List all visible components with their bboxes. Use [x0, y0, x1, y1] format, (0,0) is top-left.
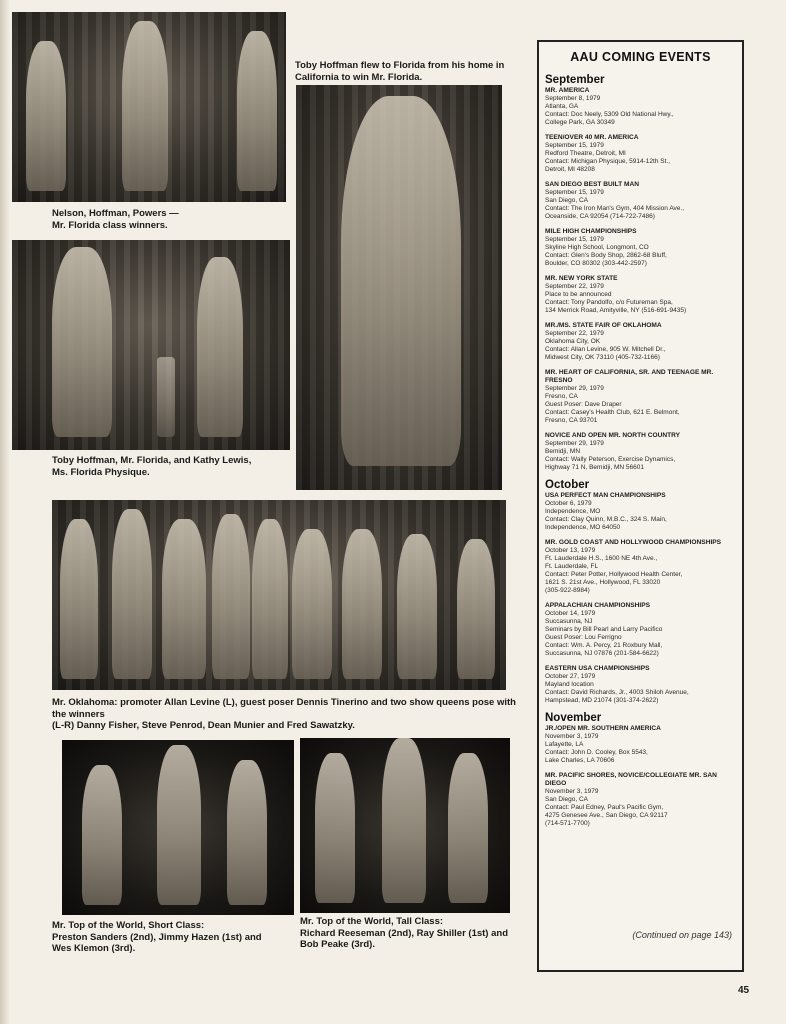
- event-name: NOVICE AND OPEN MR. NORTH COUNTRY: [545, 432, 681, 439]
- event-detail-line: September 15, 1979: [545, 236, 604, 243]
- event-detail-line: Independence, MO: [545, 508, 601, 515]
- event-detail-line: Contact: Allan Levine, 905 W. Mitchell Dr.,: [545, 346, 666, 353]
- event-detail-line: Redford Theatre, Detroit, MI: [545, 150, 626, 157]
- event-name: MR. NEW YORK STATE: [545, 275, 618, 282]
- event-item: [545, 228, 736, 268]
- event-detail-line: Contact: Peter Potter, Hollywood Health Center,: [545, 571, 683, 578]
- event-detail-line: (305-922-8984): [545, 587, 590, 594]
- event-detail-line: September 15, 1979: [545, 189, 604, 196]
- event-detail-line: Oklahoma City, OK: [545, 338, 601, 345]
- event-item: [545, 87, 736, 127]
- event-detail-line: Fresno, CA: [545, 393, 578, 400]
- event-detail-line: Contact: Wally Peterson, Exercise Dynamics,: [545, 456, 676, 463]
- caption-mr-oklahoma: Mr. Oklahoma: promoter Allan Levine (L), guest poser Dennis Tinerino and two show queens pose with the winners (L-R) Danny Fisher, Steve Penrod, Dean Munier and Fred Sawatzky.: [52, 697, 516, 731]
- event-detail-line: September 8, 1979: [545, 95, 601, 102]
- event-detail-line: October 13, 1979: [545, 547, 596, 554]
- month-heading: September: [545, 74, 605, 86]
- event-detail-line: September 29, 1979: [545, 385, 604, 392]
- photo-florida-class-winners: [12, 12, 286, 202]
- caption-tall-class: Mr. Top of the World, Tall Class: Richard Reeseman (2nd), Ray Shiller (1st) and Bob Peake (3rd).: [300, 916, 509, 950]
- event-detail-line: Contact: Glen's Body Shop, 2862-68 Bluff,: [545, 252, 667, 259]
- event-detail-line: 4275 Genesee Ave., San Diego, CA 92117: [545, 812, 668, 819]
- event-detail-line: Lafayette, LA: [545, 741, 584, 748]
- event-detail-line: Ft. Lauderdale, FL: [545, 563, 599, 570]
- event-detail-line: Hampstead, MD 21074 (301-374-2622): [545, 697, 659, 704]
- event-detail-line: October 14, 1979: [545, 610, 596, 617]
- page-binding-shadow: [0, 0, 10, 1024]
- event-detail-line: September 22, 1979: [545, 283, 604, 290]
- event-name: MR. GOLD COAST AND HOLLYWOOD CHAMPIONSHIPS: [545, 539, 722, 546]
- event-detail-line: Boulder, CO 80302 (303-442-2597): [545, 260, 647, 267]
- event-detail-line: Oceanside, CA 92054 (714-722-7486): [545, 213, 655, 220]
- event-name: MILE HIGH CHAMPIONSHIPS: [545, 228, 637, 235]
- event-item: [545, 602, 736, 658]
- event-item: [545, 492, 736, 532]
- event-name: JR./OPEN MR. SOUTHERN AMERICA: [545, 725, 661, 732]
- event-detail-line: Guest Poser: Dave Draper: [545, 401, 622, 408]
- event-detail-line: Skyline High School, Longmont, CO: [545, 244, 649, 251]
- event-detail-line: Place to be announced: [545, 291, 612, 298]
- event-detail-line: Detroit, MI 48208: [545, 166, 595, 173]
- event-detail-line: Contact: Paul Edney, Paul's Pacific Gym,: [545, 804, 664, 811]
- event-detail-line: San Diego, CA: [545, 796, 588, 803]
- event-detail-line: Mayland location: [545, 681, 594, 688]
- event-name: MR. AMERICA: [545, 87, 590, 94]
- photo-top-of-world-short-class: [62, 740, 294, 915]
- event-detail-line: Lake Charles, LA 70606: [545, 757, 615, 764]
- event-detail-line: Contact: Wm. A. Percy, 21 Roxbury Mall,: [545, 642, 663, 649]
- continued-note: (Continued on page 143): [632, 930, 732, 940]
- event-detail-line: 134 Merrick Road, Amityville, NY (516-691-9435): [545, 307, 687, 314]
- month-heading: October: [545, 479, 590, 491]
- page-number: 45: [738, 985, 750, 996]
- event-item: [545, 539, 736, 595]
- event-detail-line: Contact: Tony Pandolfo, c/o Futureman Spa,: [545, 299, 673, 306]
- event-item: [545, 275, 736, 315]
- event-name: EASTERN USA CHAMPIONSHIPS: [545, 665, 650, 672]
- event-detail-line: Guest Poser: Lou Ferrigno: [545, 634, 622, 641]
- caption-hoffman-and-lewis: Toby Hoffman, Mr. Florida, and Kathy Lewis, Ms. Florida Physique.: [52, 455, 252, 478]
- event-detail-line: Contact: Clay Quinn, M.B.C., 324 S. Main,: [545, 516, 667, 523]
- event-name: MR. HEART OF CALIFORNIA, SR. AND TEENAGE MR. FRESNO: [545, 369, 714, 384]
- photo-toby-hoffman-pose: [296, 85, 502, 490]
- event-detail-line: September 22, 1979: [545, 330, 604, 337]
- event-detail-line: Independence, MO 64050: [545, 524, 621, 531]
- event-detail-line: October 6, 1979: [545, 500, 592, 507]
- event-item: [545, 134, 736, 174]
- event-detail-line: Highway 71 N, Bemidji, MN 56601: [545, 464, 644, 471]
- photo-top-of-world-tall-class: [300, 738, 510, 913]
- event-name: USA PERFECT MAN CHAMPIONSHIPS: [545, 492, 666, 499]
- event-detail-line: Ft. Lauderdale H.S., 1600 NE 4th Ave.,: [545, 555, 658, 562]
- event-item: [545, 772, 736, 828]
- event-detail-line: San Diego, CA: [545, 197, 588, 204]
- event-name: MR./MS. STATE FAIR OF OKLAHOMA: [545, 322, 662, 329]
- event-detail-line: Contact: Doc Neely, 5309 Old National Hwy.,: [545, 111, 674, 118]
- event-detail-line: Contact: David Richards, Jr., 4003 Shiloh Avenue,: [545, 689, 689, 696]
- event-detail-line: Succasunna, NJ 07876 (201-584-6622): [545, 650, 659, 657]
- events-title: AAU COMING EVENTS: [570, 50, 711, 64]
- events-list: [545, 74, 736, 828]
- photo-mr-oklahoma-group: [52, 500, 506, 690]
- event-item: [545, 725, 736, 765]
- event-name: SAN DIEGO BEST BUILT MAN: [545, 181, 640, 188]
- event-detail-line: 1621 S. 21st Ave., Hollywood, FL 33020: [545, 579, 661, 586]
- event-detail-line: Contact: Michigan Physique, 5914-12th St.,: [545, 158, 671, 165]
- event-detail-line: September 29, 1979: [545, 440, 604, 447]
- event-item: [545, 665, 736, 705]
- event-name: MR. PACIFIC SHORES, NOVICE/COLLEGIATE MR. SAN DIEGO: [545, 772, 717, 787]
- event-detail-line: Midwest City, OK 73110 (405-732-1166): [545, 354, 660, 361]
- caption-short-class: Mr. Top of the World, Short Class: Preston Sanders (2nd), Jimmy Hazen (1st) and Wes Klemon (3rd).: [52, 920, 262, 954]
- event-detail-line: September 15, 1979: [545, 142, 604, 149]
- event-detail-line: Contact: Casey's Health Club, 621 E. Belmont,: [545, 409, 680, 416]
- event-detail-line: Contact: John D. Cooley, Box 5543,: [545, 749, 648, 756]
- event-item: [545, 322, 736, 362]
- event-detail-line: Atlanta, GA: [545, 103, 579, 110]
- month-heading: November: [545, 712, 602, 724]
- event-detail-line: Contact: The Iron Man's Gym, 404 Mission Ave.,: [545, 205, 685, 212]
- event-detail-line: November 3, 1979: [545, 733, 599, 740]
- event-detail-line: Seminars by Bill Pearl and Larry Pacifico: [545, 626, 663, 633]
- event-detail-line: Succasunna, NJ: [545, 618, 593, 625]
- event-detail-line: October 27, 1979: [545, 673, 596, 680]
- event-name: APPALACHIAN CHAMPIONSHIPS: [545, 602, 651, 609]
- photo-hoffman-and-lewis: [12, 240, 290, 450]
- event-item: [545, 181, 736, 221]
- event-detail-line: November 3, 1979: [545, 788, 599, 795]
- event-detail-line: (714-571-7700): [545, 820, 590, 827]
- event-detail-line: College Park, GA 30349: [545, 119, 615, 126]
- event-detail-line: Fresno, CA 93701: [545, 417, 598, 424]
- caption-florida-class-winners: Nelson, Hoffman, Powers — Mr. Florida class winners.: [52, 208, 179, 231]
- aau-coming-events-box: [537, 40, 744, 972]
- event-item: [545, 369, 736, 425]
- event-detail-line: Bemidji, MN: [545, 448, 581, 455]
- event-name: TEEN/OVER 40 MR. AMERICA: [545, 134, 639, 141]
- event-item: [545, 432, 736, 472]
- caption-hoffman-flew: Toby Hoffman flew to Florida from his home in California to win Mr. Florida.: [295, 60, 505, 83]
